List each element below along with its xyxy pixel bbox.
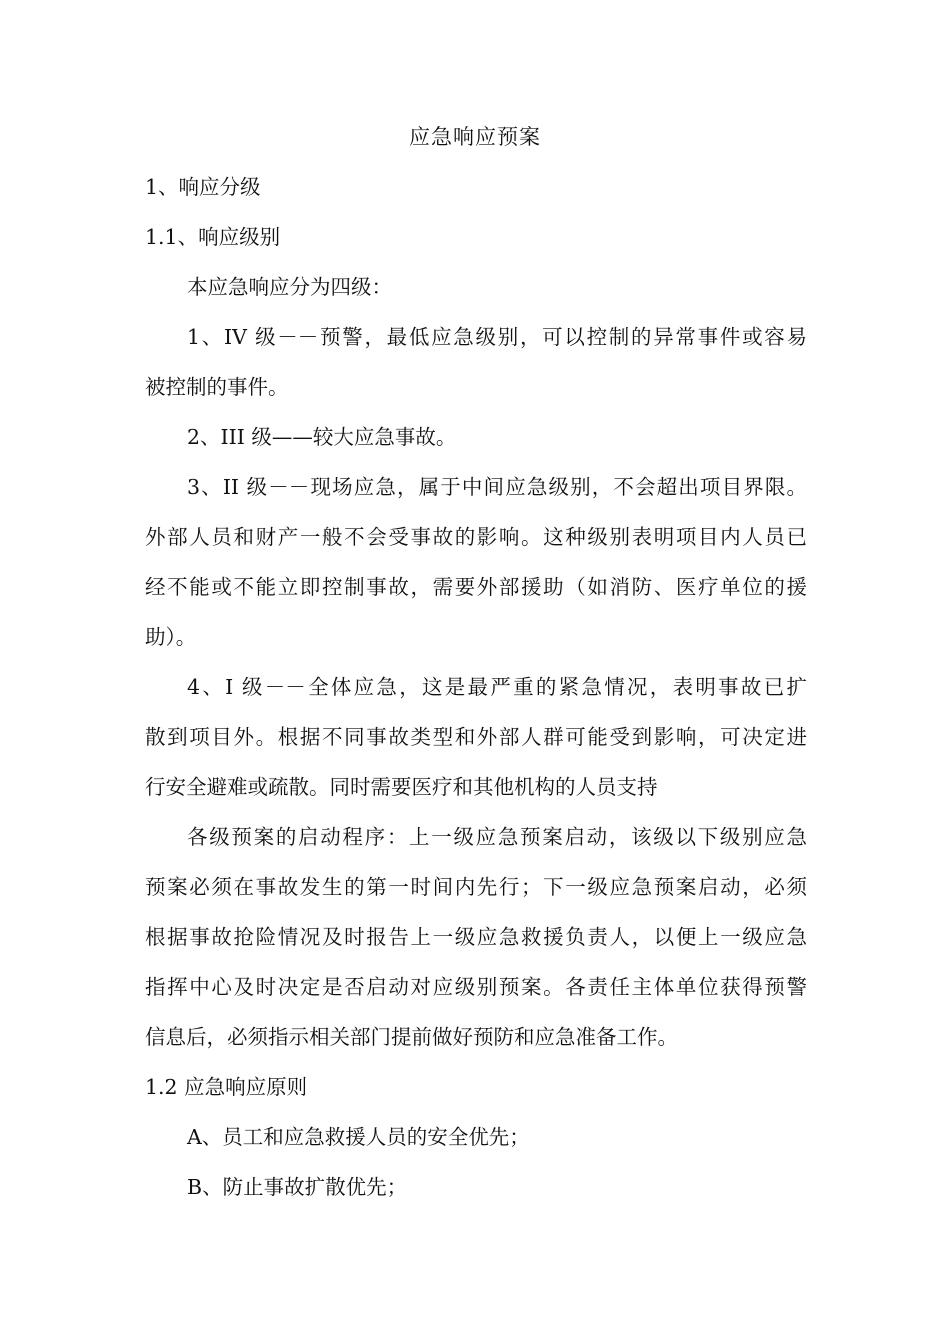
paragraph-intro: 本应急响应分为四级： — [187, 275, 392, 299]
paragraph-level-iv-line: 1、IV 级－－预警，最低应急级别，可以控制的异常事件或容易 — [187, 325, 807, 349]
section-heading-1-1: 1.1、响应级别 — [145, 225, 281, 249]
paragraph-level-i-line: 行安全避难或疏散。同时需要医疗和其他机构的人员支持 — [145, 775, 658, 799]
paragraph-level-ii-line: 助）。 — [145, 625, 197, 649]
principle-item-b: B、防止事故扩散优先； — [187, 1175, 408, 1199]
paragraph-level-i-line: 4、I 级－－全体应急，这是最严重的紧急情况，表明事故已扩 — [187, 675, 807, 699]
paragraph-level-iv-line: 被控制的事件。 — [145, 375, 289, 399]
document-title: 应急响应预案 — [409, 125, 541, 149]
section-heading-1-2: 1.2 应急响应原则 — [145, 1075, 308, 1099]
paragraph-startup-line: 各级预案的启动程序：上一级应急预案启动，该级以下级别应急 — [187, 825, 807, 849]
section-heading-1: 1、响应分级 — [145, 175, 261, 199]
paragraph-startup-line: 根据事故抢险情况及时报告上一级应急救援负责人，以便上一级应急 — [145, 925, 807, 949]
paragraph-startup-line: 预案必须在事故发生的第一时间内先行；下一级应急预案启动，必须 — [145, 875, 807, 899]
paragraph-startup-line: 指挥中心及时决定是否启动对应级别预案。各责任主体单位获得预警 — [145, 975, 807, 999]
paragraph-startup-line: 信息后，必须指示相关部门提前做好预防和应急准备工作。 — [145, 1025, 678, 1049]
paragraph-level-ii-line: 3、II 级－－现场应急，属于中间应急级别，不会超出项目界限。 — [187, 475, 807, 499]
paragraph-level-ii-line: 外部人员和财产一般不会受事故的影响。这种级别表明项目内人员已 — [145, 525, 807, 549]
paragraph-level-ii-line: 经不能或不能立即控制事故，需要外部援助（如消防、医疗单位的援 — [145, 575, 807, 599]
principle-item-a: A、员工和应急救援人员的安全优先； — [187, 1125, 530, 1149]
paragraph-level-i-line: 散到项目外。根据不同事故类型和外部人群可能受到影响，可决定进 — [145, 725, 807, 749]
paragraph-level-iii: 2、III 级——较大应急事故。 — [187, 425, 457, 449]
